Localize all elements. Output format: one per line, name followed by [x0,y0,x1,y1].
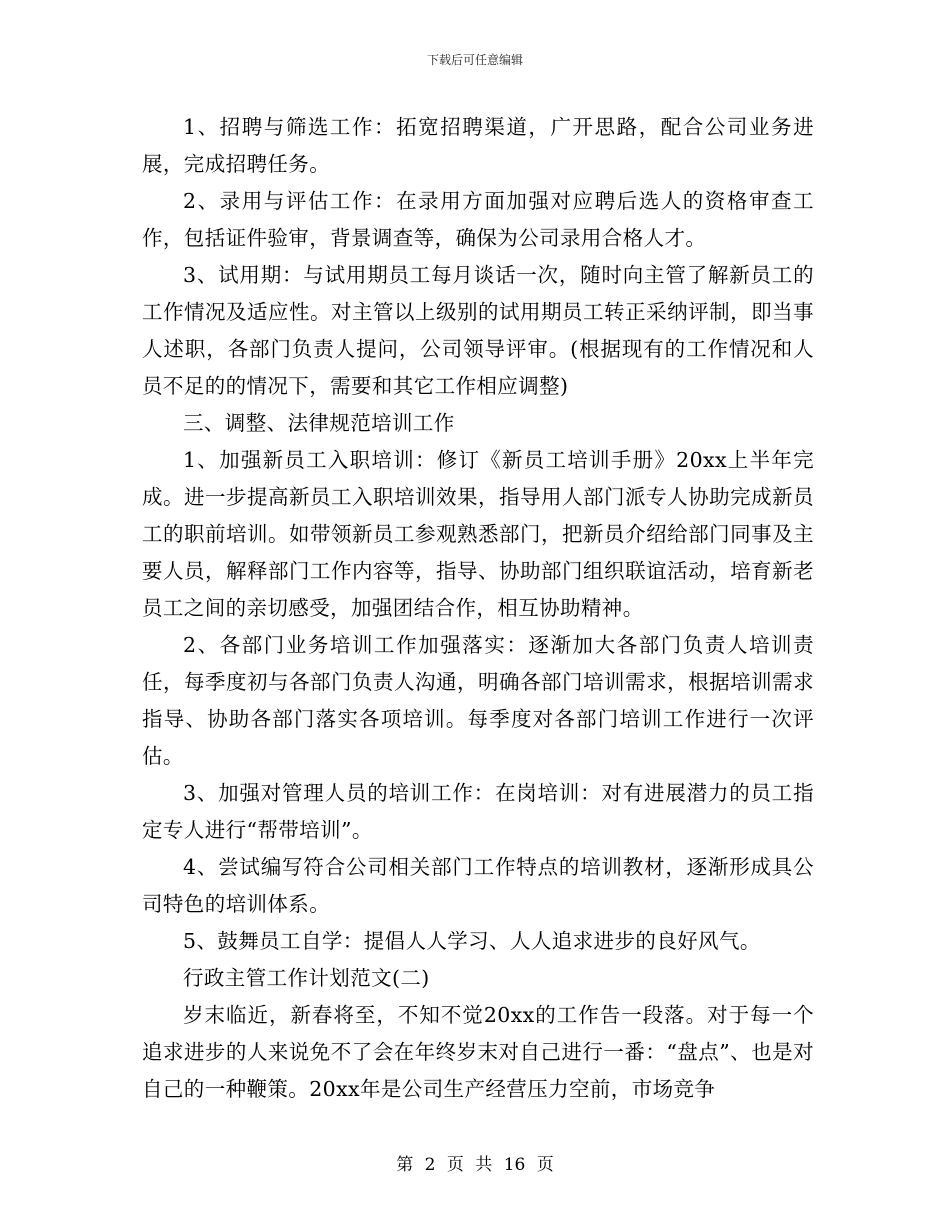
paragraph-hiring-evaluation: 2、录用与评估工作：在录用方面加强对应聘后选人的资格审查工作，包括证件验审，背景调查等，确保为公司录用合格人才。 [142,189,814,250]
section-heading-training: 三、调整、法律规范培训工作 [183,411,455,435]
paragraph-year-end: 岁末临近，新春将至，不知不觉20xx的工作告一段落。对于每一个追求进步的人来说免不了会在年终岁末对自己进行一番：“盘点”、也是对自己的一种鞭策。20xx年是公司生产经营压力空前，市场竞争 [142,1003,814,1101]
paragraph-probation: 3、试用期：与试用期员工每月谈话一次，随时向主管了解新员工的工作情况及适应性。对主管以上级别的试用期员工转正采纳评制，即当事人述职，各部门负责人提问，公司领导评审。(根据现有的工作情况和人员不足的的情况下，需要和其它工作相应调整) [142,263,814,398]
paragraph-onboarding-training: 1、加强新员工入职培训：修订《新员工培训手册》20xx上半年完成。进一步提高新员工入职培训效果，指导用人部门派专人协助完成新员工的职前培训。如带领新员工参观熟悉部门，把新员介绍给部门同事及主要人员，解释部门工作内容等，指导、协助部门组织联谊活动，培育新老员工之间的亲切感受，加强团结合作，相互协助精神。 [142,448,814,620]
page-number: 第 2 页 共 16 页 [396,1155,554,1175]
paragraph-training-materials: 4、尝试编写符合公司相关部门工作特点的培训教材，逐渐形成具公司特色的培训体系。 [142,855,814,916]
paragraph-recruitment: 1、招聘与筛选工作：拓宽招聘渠道，广开思路，配合公司业务进展，完成招聘任务。 [142,115,814,176]
paragraph-manager-training: 3、加强对管理人员的培训工作：在岗培训：对有进展潜力的员工指定专人进行“帮带培训”。 [142,781,814,842]
page-header: 下载后可任意编辑 [426,53,523,67]
section-heading-sample-two: 行政主管工作计划范文(二) [183,966,430,990]
document-body [142,109,814,1108]
paragraph-department-training: 2、各部门业务培训工作加强落实：逐渐加大各部门负责人培训责任，每季度初与各部门负责人沟通，明确各部门培训需求，根据培训需求指导、协助各部门落实各项培训。每季度对各部门培训工作进行一次评估。 [142,633,814,768]
paragraph-self-study: 5、鼓舞员工自学：提倡人人学习、人人追求进步的良好风气。 [183,929,761,953]
